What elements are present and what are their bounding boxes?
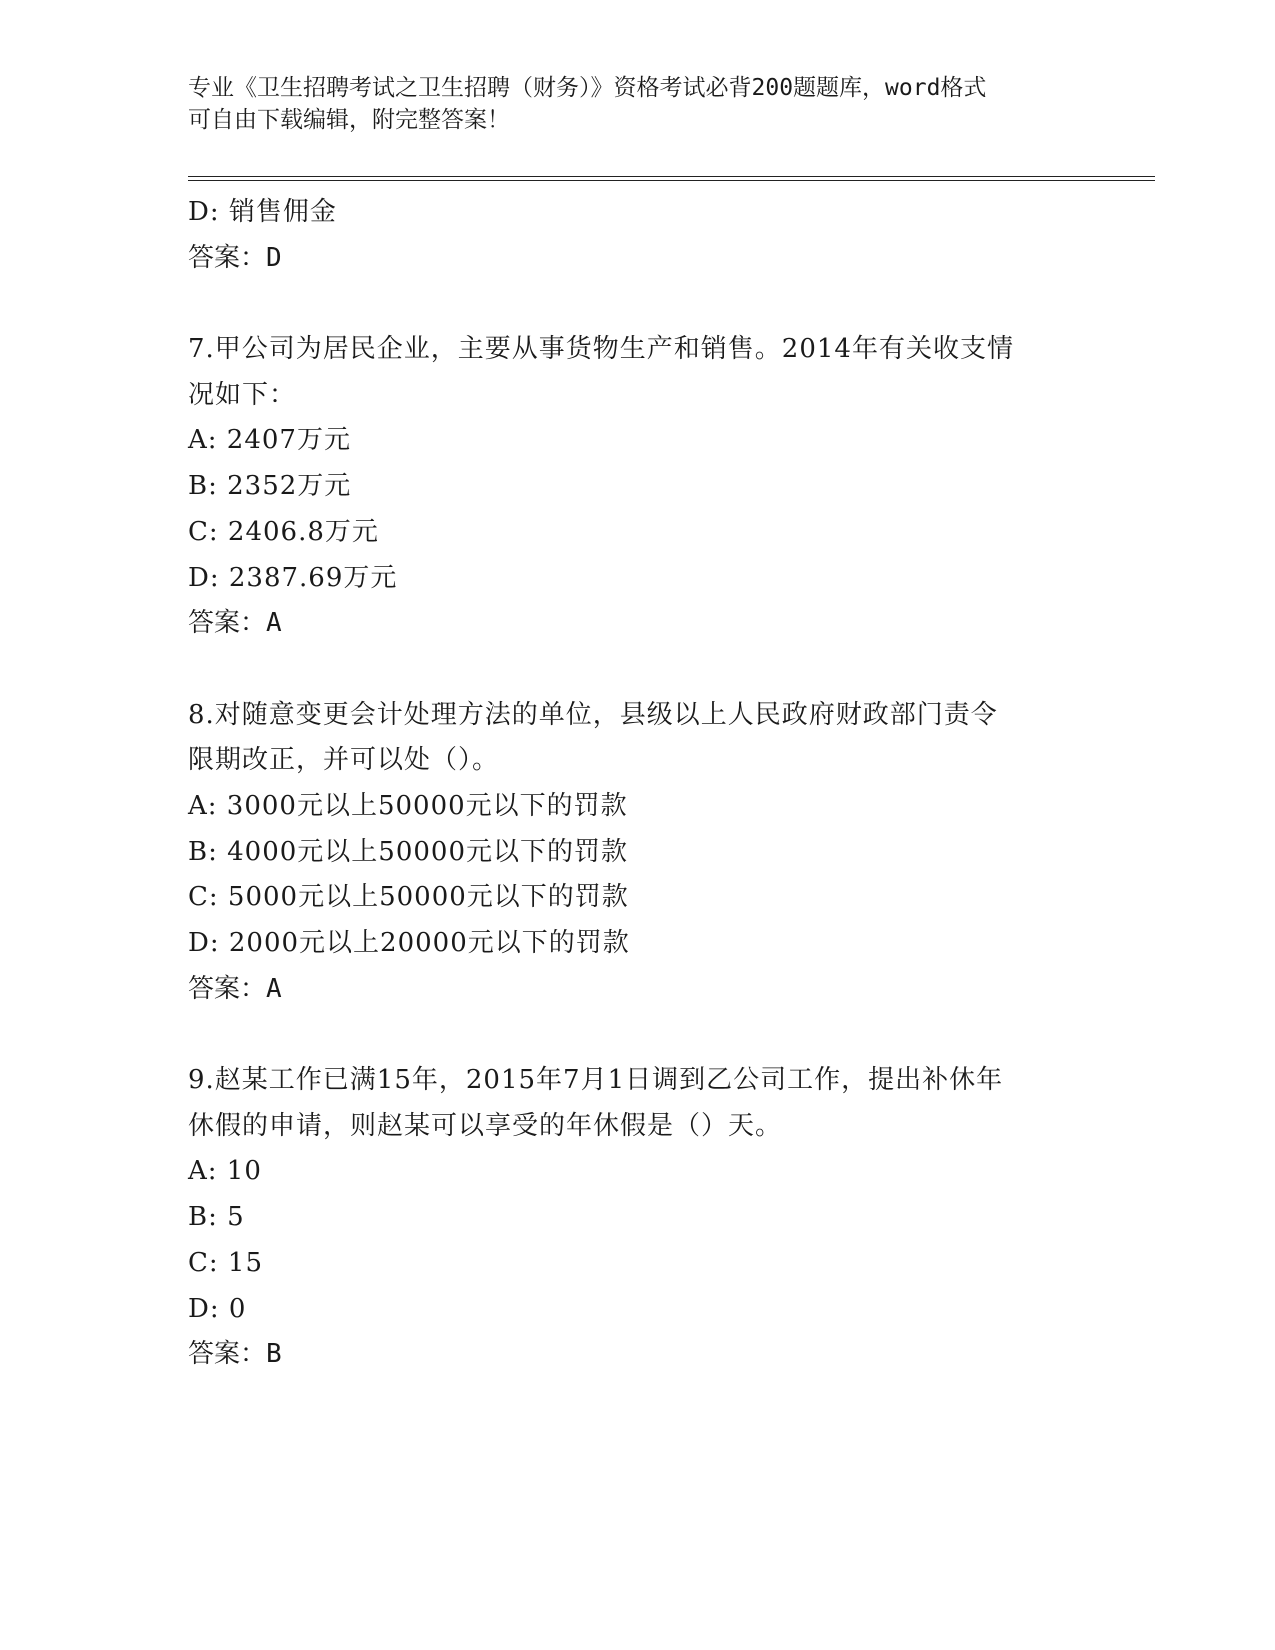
option-d: D: 2387.69万元 <box>188 562 398 593</box>
option-d: D: 0 <box>188 1293 247 1324</box>
option-d: D: 2000元以上20000元以下的罚款 <box>188 928 630 958</box>
spacer <box>188 281 1088 327</box>
question-list <box>188 190 1088 1378</box>
answer-line: 答案：B <box>188 1339 282 1370</box>
question-stem-line-1: 9.赵某工作已满15年，2015年7月1日调到乙公司工作，提出补休年 <box>188 1065 1004 1096</box>
question-9 <box>188 1058 1088 1378</box>
question-7 <box>188 327 1088 647</box>
option-a: A: 10 <box>188 1156 262 1187</box>
question-stem-line-2: 休假的申请，则赵某可以享受的年休假是（）天。 <box>188 1110 783 1141</box>
question-6-tail <box>188 190 1088 281</box>
header-title-line-2: 可自由下载编辑，附完整答案！ <box>188 107 510 133</box>
header-divider <box>188 176 1155 181</box>
option-c: C: 15 <box>188 1247 264 1278</box>
question-stem-line-2: 限期改正，并可以处（）。 <box>188 745 500 776</box>
spacer <box>188 647 1088 693</box>
spacer <box>188 1012 1088 1058</box>
option-b: B: 4000元以上50000元以下的罚款 <box>188 836 629 867</box>
option-c: C: 2406.8万元 <box>188 516 379 547</box>
question-8 <box>188 693 1088 1013</box>
option-a: A: 3000元以上50000元以下的罚款 <box>188 790 628 821</box>
header-title-line-1: 专业《卫生招聘考试之卫生招聘（财务）》资格考试必背200题题库，word格式 <box>188 75 987 101</box>
answer-line: 答案：A <box>188 973 282 1004</box>
option-a: A: 2407万元 <box>188 425 351 456</box>
option-c: C: 5000元以上50000元以下的罚款 <box>188 882 629 913</box>
option-d: D: 销售佣金 <box>188 197 337 227</box>
question-stem-line-1: 8.对随意变更会计处理方法的单位，县级以上人民政府财政部门责令 <box>188 699 998 730</box>
option-b: B: 2352万元 <box>188 471 352 502</box>
option-b: B: 5 <box>188 1202 245 1233</box>
question-stem-line-1: 7.甲公司为居民企业，主要从事货物生产和销售。2014年有关收支情 <box>188 334 1014 365</box>
answer-line: 答案：D <box>188 242 282 273</box>
page-header <box>188 72 1088 136</box>
question-stem-line-2: 况如下： <box>188 379 297 410</box>
answer-line: 答案：A <box>188 608 282 639</box>
